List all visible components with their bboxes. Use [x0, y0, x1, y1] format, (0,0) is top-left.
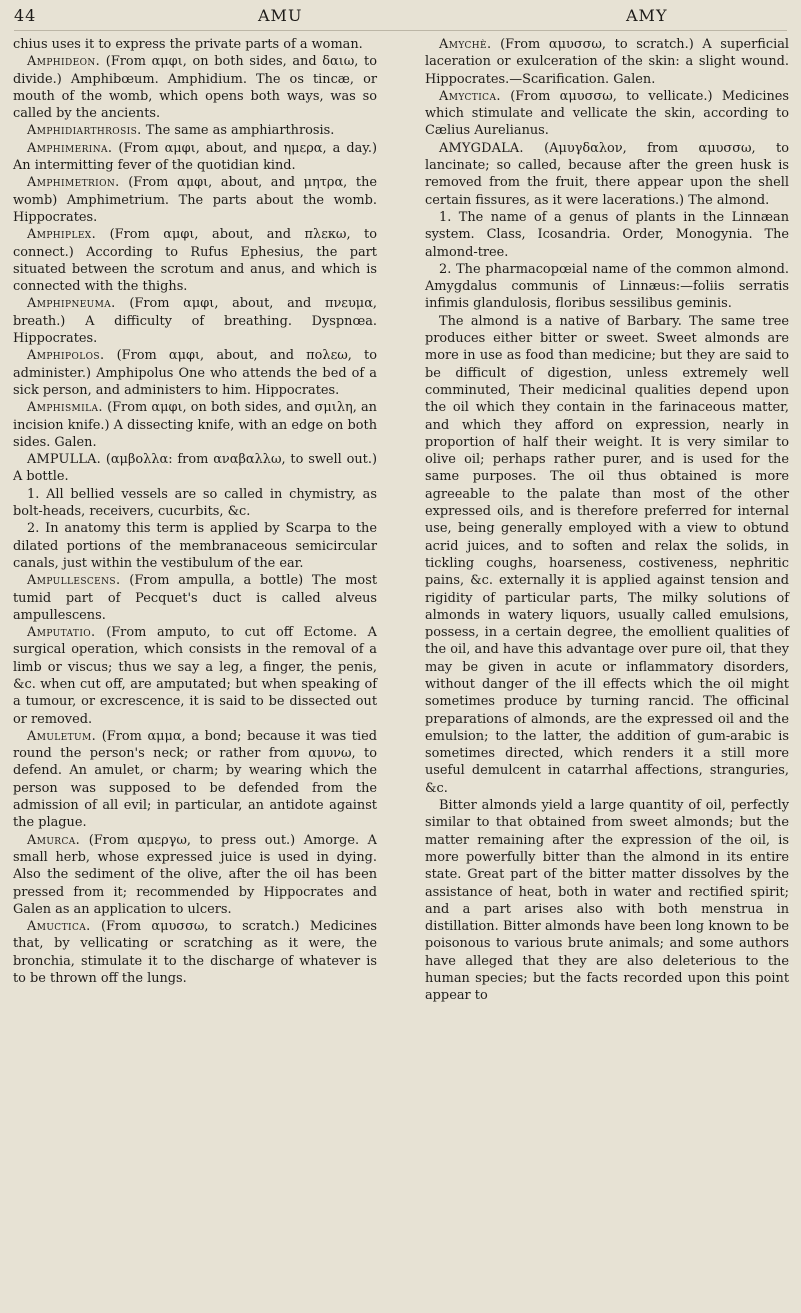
entry-text: (From αμυσσω, to scratch.) A superficial laceration or exulceration of the skin: a slight wound. Hippocrates.—Scarification. Galen.: [425, 37, 790, 87]
entry-text: 1. The name of a genus of plants in the Linnæan system. Class, Icosandria. Order, Monogynia. The almond-tree.: [425, 209, 789, 260]
entry-text: (αμβολλα: from αναβαλλω, to swell out.) A bottle.: [13, 452, 377, 485]
entry-headword: Amurca.: [27, 832, 81, 848]
page-number: 44: [14, 6, 37, 25]
entry-headword: AMPULLA.: [27, 452, 101, 468]
entry-text: (From αμφι, about, and πλεκω, to connect.) According to Rufus Ephesius, the part situated between the scrotum and anus, and which is connected with the thighs.: [13, 227, 377, 295]
entry-headword: Amyctica.: [439, 88, 501, 104]
dictionary-entry: [13, 832, 377, 918]
header-rule: [14, 30, 787, 31]
dictionary-entry: [425, 261, 789, 313]
entry-headword: Ampullescens.: [27, 573, 121, 589]
entry-headword: Amphimerina.: [27, 140, 113, 156]
dictionary-entry: [425, 88, 789, 140]
dictionary-entry: [13, 140, 377, 175]
dictionary-entry: [13, 918, 377, 987]
dictionary-entry: [13, 295, 377, 347]
dictionary-entry: [13, 451, 377, 486]
guide-word-left: AMU: [258, 6, 303, 25]
entry-headword: Amputatio.: [27, 625, 96, 641]
dictionary-entry: [13, 728, 377, 832]
entry-text: (From αμφι, about, and πνευμα, breath.) A difficulty of breathing. Dyspnœa. Hippocrates.: [13, 296, 377, 347]
entry-text: 2. The pharmacopœial name of the common almond. Amygdalus communis of Linnæus:—foliis serratis infimis glandulosis, floribus sessilibus geminis.: [425, 261, 789, 312]
entry-headword: Amphimetrion.: [27, 175, 120, 191]
dictionary-entry: [425, 797, 789, 1005]
dictionary-entry: [13, 122, 377, 139]
dictionary-entry: [425, 313, 789, 797]
entry-text: (From αμφι, about, and ημερα, a day.) An intermitting fever of the quotidian kind.: [13, 140, 377, 174]
entry-headword: Amphiplex.: [27, 227, 97, 243]
entry-text: (From αμυσσω, to scratch.) Medicines that, by vellicating or scratching as it were, the bronchia, stimulate it to the discharge of whatever is to be thrown off the lungs.: [13, 919, 377, 987]
entry-headword: Amuletum.: [27, 728, 97, 744]
entry-headword: Amphidiarthrosis.: [27, 123, 142, 139]
dictionary-entry: [13, 226, 377, 295]
entry-text: 2. In anatomy this term is applied by Scarpa to the dilated portions of the membranaceous semicircular canals, just within the vestibulum of the ear.: [13, 521, 377, 571]
entry-text: (From ampulla, a bottle) The most tumid part of Pecquet's duct is called alveus ampullescens.: [13, 573, 377, 623]
dictionary-entry: [13, 174, 377, 226]
entry-text: (From αμφι, about, and πολεω, to administer.) Amphipolus One who attends the bed of a sick person, and administers to him. Hippocrates.: [13, 348, 377, 398]
entry-text: (From αμμα, a bond; because it was tied round the person's neck; or rather from αμυνω, to defend. An amulet, or charm; by wearing which the person was supposed to be defended from the admission of all evil; in particular, an antidote against the plague.: [13, 728, 377, 831]
entry-headword: Amphipneuma.: [27, 296, 116, 312]
entry-text: (From αμφι, on both sides, and σμιλη, an incision knife.) A dissecting knife, with an edge on both sides. Galen.: [13, 400, 377, 450]
entry-text: Bitter almonds yield a large quantity of oil, perfectly similar to that obtained from sweet almonds; but the matter remaining after the expression of the oil, is more powerfully bitter than the almond in its entire state. Great part of the bitter matter dissolves by the assistance of heat, both in water and rectified spirit; and a part arises also with both menstrua in distillation. Bitter almonds have been long known to be poisonous to various brute animals; and some authors have alleged that they are also deleterious to the human species; but the facts recorded upon this point appear to: [425, 798, 789, 1004]
dictionary-entry: [13, 572, 377, 624]
dictionary-entry: [13, 347, 377, 399]
dictionary-entry: [425, 36, 789, 88]
right-column: [425, 36, 789, 1005]
dictionary-entry: [13, 53, 377, 122]
entry-text: (From αμφι, about, and μητρα, the womb) Amphimetrium. The parts about the womb. Hippocrates.: [13, 175, 377, 225]
entry-text: (Αμυγδαλον, from αμυσσω, to lancinate; so called, because after the green husk is removed from the fruit, there appear upon the shell certain fissures, as it were lacerations.) The almond.: [425, 140, 789, 208]
entry-text: (From αμεργω, to press out.) Amorge. A small herb, whose expressed juice is used in dying. Also the sediment of the olive, after the oil has been pressed from it; recommended by Hippocrates and Galen as an application to ulcers.: [13, 832, 377, 917]
entry-text: (From αμφι, on both sides, and δαιω, to divide.) Amphibœum. Amphidium. The os tincæ, or mouth of the womb, which opens both ways, was so called by the ancients.: [13, 54, 377, 122]
running-header: [14, 6, 787, 30]
entry-headword: Amuctica.: [27, 919, 91, 935]
entry-text: (From amputo, to cut off Ectome. A surgical operation, which consists in the removal of a limb or viscus; thus we say a leg, a finger, the penis, &c. when cut off, are amputated; but when speaking of a tumour, or excrescence, it is said to be dissected out or removed.: [13, 625, 377, 727]
entry-text: (From αμυσσω, to vellicate.) Medicines which stimulate and vellicate the skin, according to Cælius Aurelianus.: [425, 88, 789, 139]
dictionary-entry: [13, 520, 377, 572]
left-column: [13, 36, 377, 987]
entry-text: The same as amphiarthrosis.: [145, 123, 335, 139]
entry-text: chius uses it to express the private parts of a woman.: [13, 37, 363, 52]
entry-text: The almond is a native of Barbary. The same tree produces either bitter or sweet. Sweet almonds are more in use as food than medicine; but they are said to be difficult of digestion, unless extremely well comminuted, Their medicinal qualities depend upon the oil which they contain in the farinaceous matter, and which they afford on expression, nearly in proportion of half their weight. It is very similar to olive oil; perhaps rather purer, and is used for the same purposes. The oil thus obtained is more agreeable to the palate than most of the other expressed oils, and is therefore preferred for internal use, being generally employed with a view to obtund acrid juices, and to soften and relax the solids, in tickling coughs, hoarseness, costiveness, nephritic pains, &c. externally it is applied against tension and rigidity of particular parts, The milky solutions of almonds in watery liquors, usually called emulsions, possess, in a certain degree, the emollient qualities of the oil, and have this advantage over pure oil, that they may be given in acute or inflammatory disorders, without danger of the ill effects which the oil might sometimes produce by turning rancid. The officinal preparations of almonds, are the expressed oil and the emulsion; to the latter, the addition of gum-arabic is sometimes directed, which renders it a still more useful demulcent in catarrhal affections, stranguries, &c.: [425, 313, 789, 796]
dictionary-entry: [425, 140, 789, 209]
entry-headword: Amphideon.: [27, 54, 101, 70]
dictionary-entry: [13, 486, 377, 521]
entry-headword: Amphismila.: [27, 400, 103, 416]
dictionary-entry: [425, 209, 789, 261]
entry-headword: AMYGDALA.: [439, 140, 524, 156]
entry-headword: Amphipolos.: [27, 348, 105, 364]
dictionary-entry: [13, 399, 377, 451]
entry-text: 1. All bellied vessels are so called in chymistry, as bolt-heads, receivers, cucurbits, &c.: [13, 486, 377, 520]
guide-word-right: AMY: [626, 6, 668, 25]
dictionary-entry: [13, 36, 377, 53]
dictionary-entry: [13, 624, 377, 728]
entry-headword: Amychè.: [439, 37, 492, 52]
